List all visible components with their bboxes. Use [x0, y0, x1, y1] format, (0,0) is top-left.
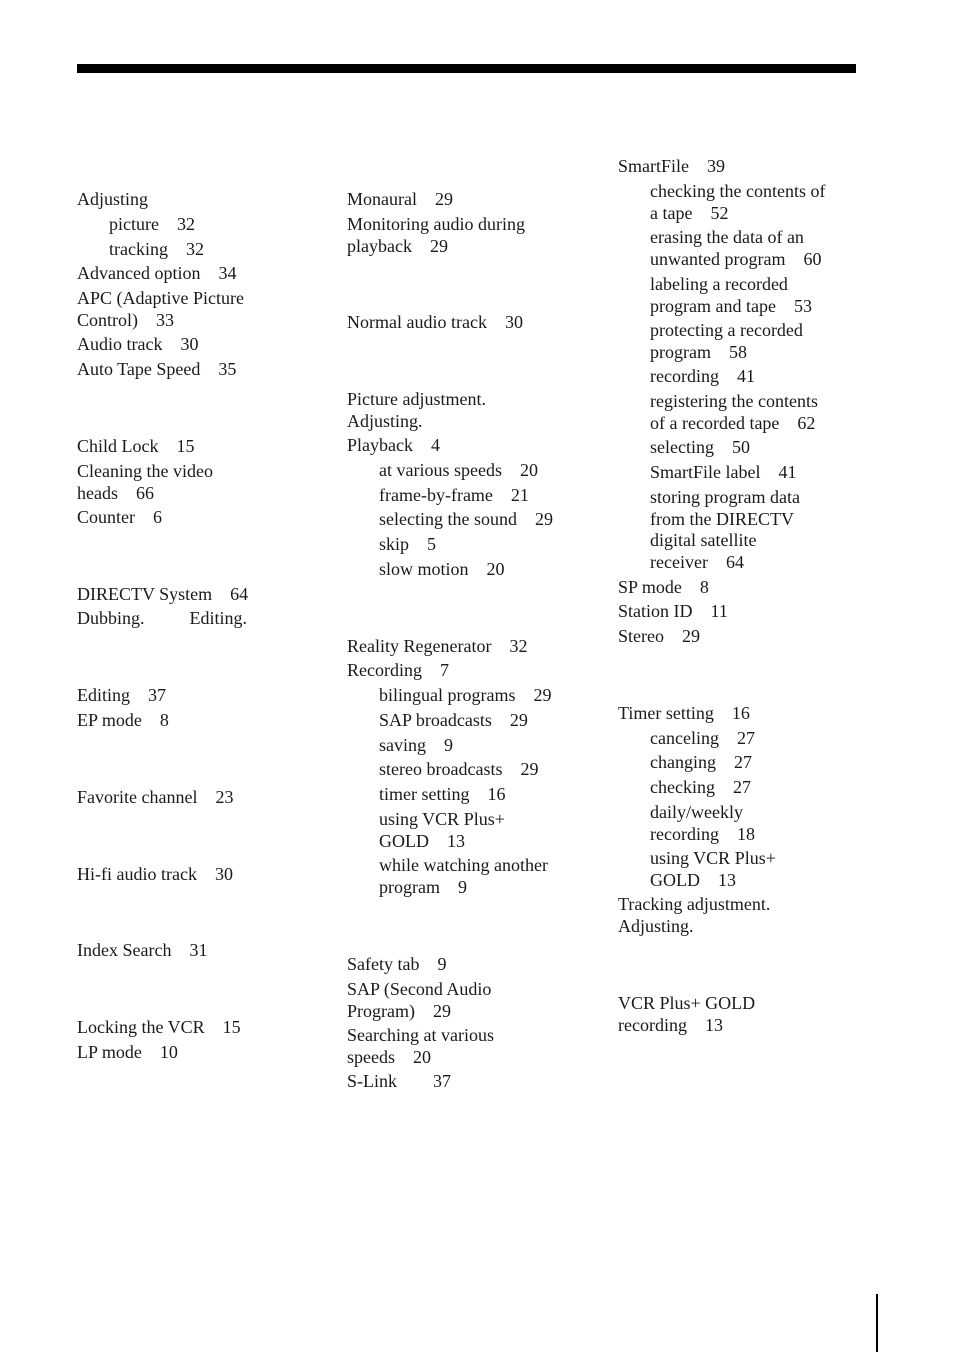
- index-entry: Auto Tape Speed 35: [77, 359, 237, 379]
- index-entry: S-Link 37: [347, 1071, 452, 1091]
- index-entry: SmartFile 39: [618, 156, 725, 176]
- index-subentry: checking the contents of a tape 52: [650, 181, 826, 223]
- index-entry: Child Lock 15: [77, 436, 195, 456]
- index-subentry: selecting 50: [650, 437, 750, 457]
- index-entry: Monaural 29: [347, 189, 453, 209]
- index-entry: Playback 4: [347, 435, 440, 455]
- index-entry: Advanced option 34: [77, 263, 237, 283]
- index-entry: Normal audio track 30: [347, 312, 523, 332]
- index-subentry: registering the contents of a recorded tape 62: [650, 391, 818, 433]
- index-subentry: timer setting 16: [379, 784, 506, 804]
- index-entry: Counter 6: [77, 507, 162, 527]
- index-entry: APC (Adaptive Picture Control) 33: [77, 288, 244, 330]
- index-subentry: recording 41: [650, 366, 755, 386]
- index-entry: Audio track 30: [77, 334, 199, 354]
- index-entry: SAP (Second Audio Program) 29: [347, 979, 492, 1021]
- index-entry: Index Search 31: [77, 940, 208, 960]
- index-subentry: slow motion 20: [379, 559, 505, 579]
- margin-rule: [876, 1294, 878, 1352]
- index-subentry: protecting a recorded program 58: [650, 320, 803, 362]
- index-entry: Safety tab 9: [347, 954, 447, 974]
- index-subentry: skip 5: [379, 534, 437, 554]
- index-subentry: using VCR Plus+ GOLD 13: [379, 809, 505, 851]
- index-subentry: tracking 32: [109, 239, 204, 259]
- index-entry: Hi-fi audio track 30: [77, 864, 233, 884]
- index-entry: Tracking adjustment. Adjusting.: [618, 894, 771, 936]
- index-entry: Editing 37: [77, 685, 166, 705]
- index-entry: Picture adjustment. Adjusting.: [347, 389, 486, 431]
- index-subentry: changing 27: [650, 752, 752, 772]
- index-entry: Station ID 11: [618, 601, 728, 621]
- index-subentry: SAP broadcasts 29: [379, 710, 528, 730]
- index-entry: Locking the VCR 15: [77, 1017, 241, 1037]
- index-entry: Reality Regenerator 32: [347, 636, 528, 656]
- index-entry: Monitoring audio during playback 29: [347, 214, 525, 256]
- index-subentry: bilingual programs 29: [379, 685, 552, 705]
- index-entry: VCR Plus+ GOLD recording 13: [618, 993, 756, 1035]
- top-rule: [77, 64, 856, 73]
- index-subentry: canceling 27: [650, 728, 755, 748]
- index-entry: Adjusting: [77, 189, 149, 209]
- index-subentry: while watching another program 9: [379, 855, 548, 897]
- index-entry: Dubbing. Editing.: [77, 608, 247, 628]
- index-subentry: picture 32: [109, 214, 195, 234]
- index-entry: DIRECTV System 64: [77, 584, 249, 604]
- index-entry: Favorite channel 23: [77, 787, 234, 807]
- index-entry: EP mode 8: [77, 710, 169, 730]
- index-subentry: labeling a recorded program and tape 53: [650, 274, 812, 316]
- index-subentry: saving 9: [379, 735, 453, 755]
- index-subentry: daily/weekly recording 18: [650, 802, 755, 844]
- index-subentry: selecting the sound 29: [379, 509, 553, 529]
- index-entry: Cleaning the video heads 66: [77, 461, 213, 503]
- index-subentry: erasing the data of an unwanted program 60: [650, 227, 822, 269]
- index-subentry: at various speeds 20: [379, 460, 538, 480]
- index-entry: Timer setting 16: [618, 703, 750, 723]
- index-entry: Searching at various speeds 20: [347, 1025, 494, 1067]
- index-subentry: checking 27: [650, 777, 751, 797]
- index-entry: Recording 7: [347, 660, 449, 680]
- index-subentry: stereo broadcasts 29: [379, 759, 539, 779]
- index-subentry: SmartFile label 41: [650, 462, 797, 482]
- index-subentry: frame-by-frame 21: [379, 485, 529, 505]
- index-entry: Stereo 29: [618, 626, 700, 646]
- index-subentry: using VCR Plus+ GOLD 13: [650, 848, 776, 890]
- index-entry: SP mode 8: [618, 577, 709, 597]
- index-subentry: storing program data from the DIRECTV digital satellite receiver 64: [650, 487, 800, 572]
- index-entry: LP mode 10: [77, 1042, 178, 1062]
